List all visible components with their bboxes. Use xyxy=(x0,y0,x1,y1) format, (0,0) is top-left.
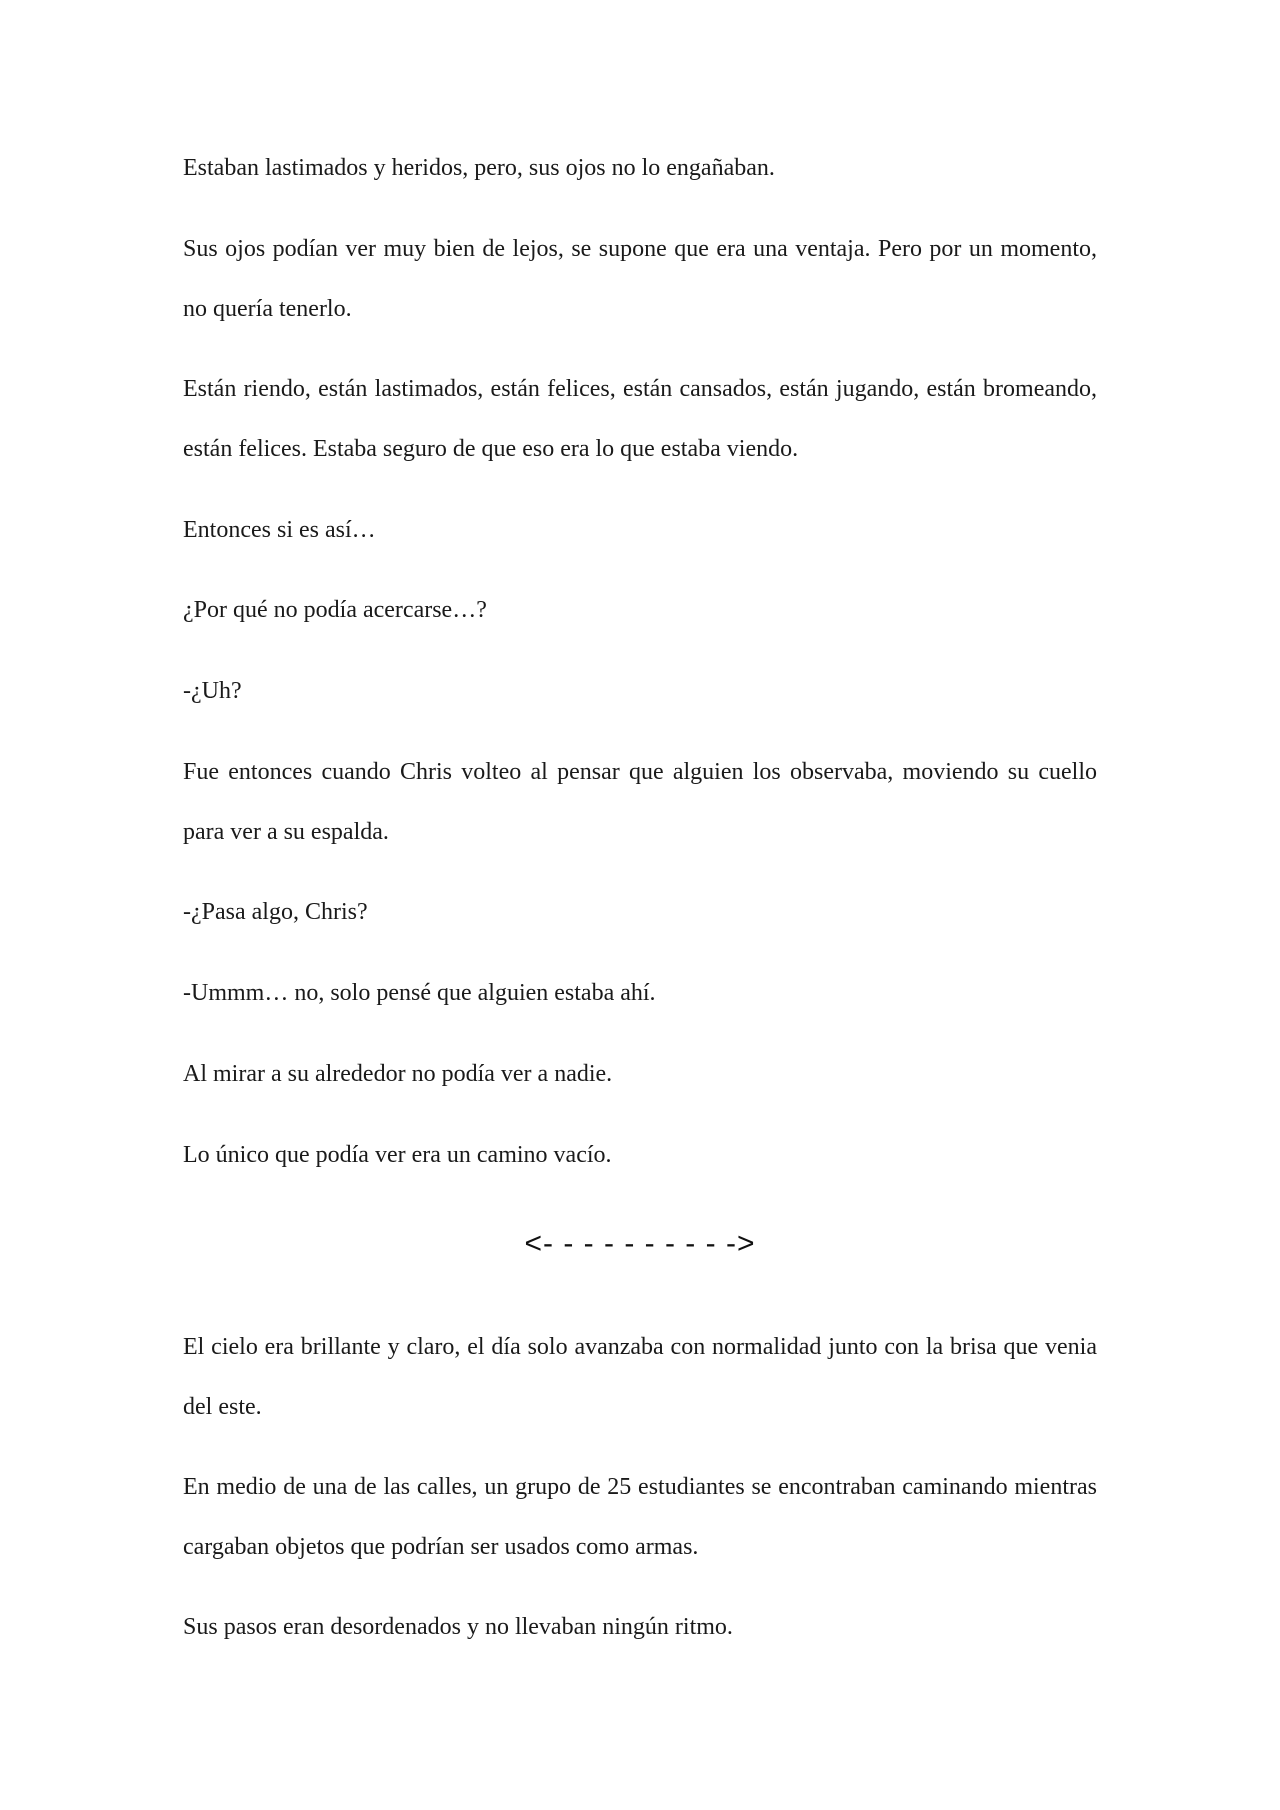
paragraph: Están riendo, están lastimados, están felices, están cansados, están jugando, están bromeando, están felices. Estaba seguro de que eso era lo que estaba viendo. xyxy=(183,376,1097,462)
paragraph: Fue entonces cuando Chris volteo al pensar que alguien los observaba, moviendo su cuello para ver a su espalda. xyxy=(183,759,1097,845)
paragraph: Sus pasos eran desordenados y no llevaban ningún ritmo. xyxy=(183,1614,733,1640)
section-separator: <- - - - - - - - - -> xyxy=(524,1227,756,1260)
paragraph: Entonces si es así… xyxy=(183,517,376,543)
paragraph: El cielo era brillante y claro, el día solo avanzaba con normalidad junto con la brisa que venia del este. xyxy=(183,1334,1097,1420)
paragraph: -¿Uh? xyxy=(183,678,242,704)
paragraph: Sus ojos podían ver muy bien de lejos, se supone que era una ventaja. Pero por un momento, no quería tenerlo. xyxy=(183,236,1097,322)
paragraph: En medio de una de las calles, un grupo de 25 estudiantes se encontraban caminando mientras cargaban objetos que podrían ser usados como armas. xyxy=(183,1474,1097,1560)
paragraph: Estaban lastimados y heridos, pero, sus ojos no lo engañaban. xyxy=(183,155,775,181)
paragraph: Lo único que podía ver era un camino vacío. xyxy=(183,1142,612,1168)
paragraph: Al mirar a su alrededor no podía ver a nadie. xyxy=(183,1061,613,1087)
paragraph: -¿Pasa algo, Chris? xyxy=(183,899,368,925)
paragraph: ¿Por qué no podía acercarse…? xyxy=(183,597,487,623)
paragraph: -Ummm… no, solo pensé que alguien estaba ahí. xyxy=(183,980,656,1006)
